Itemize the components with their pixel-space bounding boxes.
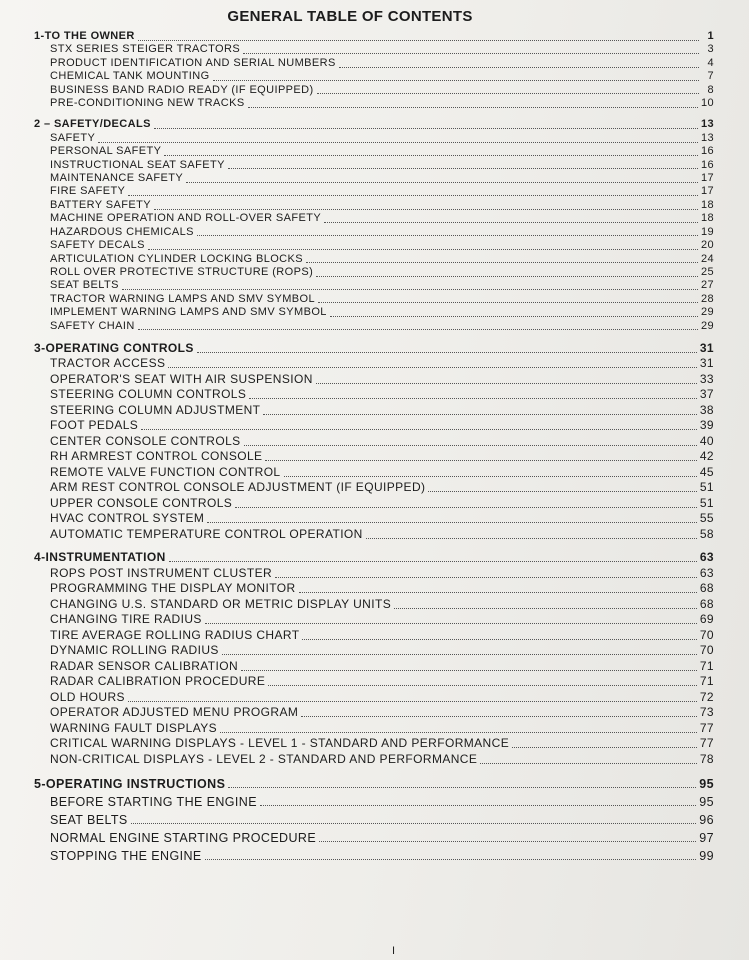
toc-entry: SAFETY 13 bbox=[50, 131, 714, 144]
dot-leader bbox=[228, 167, 698, 169]
dot-leader bbox=[299, 591, 697, 593]
dot-leader bbox=[207, 521, 697, 523]
table-of-contents bbox=[34, 30, 714, 873]
toc-section bbox=[34, 775, 714, 865]
dot-leader bbox=[235, 506, 697, 508]
dot-leader bbox=[128, 700, 697, 702]
toc-entry: INSTRUCTIONAL SEAT SAFETY 16 bbox=[50, 158, 714, 171]
toc-section-heading: 1-TO THE OWNER 1 bbox=[34, 30, 714, 42]
dot-leader bbox=[248, 106, 698, 108]
toc-entry: TRACTOR ACCESS 31 bbox=[50, 356, 714, 371]
dot-leader bbox=[222, 653, 697, 655]
toc-entry: MACHINE OPERATION AND ROLL-OVER SAFETY 18 bbox=[50, 212, 714, 225]
page-title: GENERAL TABLE OF CONTENTS bbox=[227, 8, 473, 25]
dot-leader bbox=[394, 607, 697, 609]
toc-entry: TRACTOR WARNING LAMPS AND SMV SYMBOL 28 bbox=[50, 292, 714, 305]
toc-section bbox=[34, 341, 714, 543]
toc-entry: RADAR CALIBRATION PROCEDURE 71 bbox=[50, 674, 714, 689]
toc-entry: STEERING COLUMN ADJUSTMENT 38 bbox=[50, 402, 714, 417]
toc-entry: REMOTE VALVE FUNCTION CONTROL 45 bbox=[50, 464, 714, 479]
toc-entry: ROPS POST INSTRUMENT CLUSTER 63 bbox=[50, 565, 714, 580]
toc-section bbox=[34, 550, 714, 767]
toc-entry: OPERATOR'S SEAT WITH AIR SUSPENSION 33 bbox=[50, 371, 714, 386]
dot-leader bbox=[318, 301, 698, 303]
toc-entry: HVAC CONTROL SYSTEM 55 bbox=[50, 511, 714, 526]
dot-leader bbox=[197, 351, 697, 353]
toc-entry: NON-CRITICAL DISPLAYS - LEVEL 2 - STANDARD AND PERFORMANCE 78 bbox=[50, 751, 714, 766]
toc-entry: IMPLEMENT WARNING LAMPS AND SMV SYMBOL 29 bbox=[50, 306, 714, 319]
toc-entry: SEAT BELTS 27 bbox=[50, 279, 714, 292]
dot-leader bbox=[205, 622, 697, 624]
toc-entry: BUSINESS BAND RADIO READY (IF EQUIPPED) 8 bbox=[50, 83, 714, 96]
dot-leader bbox=[164, 154, 698, 156]
toc-entry: WARNING FAULT DISPLAYS 77 bbox=[50, 720, 714, 735]
toc-entry: SAFETY DECALS 20 bbox=[50, 239, 714, 252]
dot-leader bbox=[168, 366, 696, 368]
dot-leader bbox=[316, 275, 698, 277]
toc-entry: STOPPING THE ENGINE 99 bbox=[50, 849, 714, 864]
toc-entry: CRITICAL WARNING DISPLAYS - LEVEL 1 - STANDARD AND PERFORMANCE 77 bbox=[50, 736, 714, 751]
dot-leader bbox=[249, 397, 697, 399]
dot-leader bbox=[268, 684, 697, 686]
dot-leader bbox=[324, 221, 698, 223]
toc-entry: DYNAMIC ROLLING RADIUS 70 bbox=[50, 643, 714, 658]
dot-leader bbox=[275, 576, 697, 578]
dot-leader bbox=[241, 669, 697, 671]
dot-leader bbox=[244, 444, 697, 446]
toc-entry: UPPER CONSOLE CONTROLS 51 bbox=[50, 495, 714, 510]
toc-entry: CENTER CONSOLE CONTROLS 40 bbox=[50, 433, 714, 448]
toc-section-heading: 2 – SAFETY/DECALS 13 bbox=[34, 118, 714, 131]
dot-leader bbox=[317, 92, 699, 94]
dot-leader bbox=[316, 382, 697, 384]
toc-entry: ROLL OVER PROTECTIVE STRUCTURE (ROPS) 25 bbox=[50, 265, 714, 278]
dot-leader bbox=[141, 428, 697, 430]
dot-leader bbox=[169, 560, 697, 562]
dot-leader bbox=[306, 261, 698, 263]
toc-entry: NORMAL ENGINE STARTING PROCEDURE 97 bbox=[50, 831, 714, 846]
page-number: I bbox=[392, 945, 396, 957]
toc-entry: ARM REST CONTROL CONSOLE ADJUSTMENT (IF EQUIPPED) 51 bbox=[50, 480, 714, 495]
toc-section bbox=[34, 30, 714, 110]
dot-leader bbox=[263, 413, 696, 415]
toc-entry: SEAT BELTS 96 bbox=[50, 813, 714, 828]
toc-entry: RH ARMREST CONTROL CONSOLE 42 bbox=[50, 449, 714, 464]
toc-entry: FIRE SAFETY 17 bbox=[50, 185, 714, 198]
dot-leader bbox=[301, 715, 697, 717]
dot-leader bbox=[98, 141, 698, 143]
toc-entry: PRODUCT IDENTIFICATION AND SERIAL NUMBERS 4 bbox=[50, 56, 714, 69]
dot-leader bbox=[154, 208, 698, 210]
dot-leader bbox=[330, 315, 698, 317]
toc-entry: MAINTENANCE SAFETY 17 bbox=[50, 172, 714, 185]
dot-leader bbox=[302, 638, 696, 640]
dot-leader bbox=[339, 66, 699, 68]
dot-leader bbox=[138, 39, 699, 41]
dot-leader bbox=[186, 181, 698, 183]
dot-leader bbox=[220, 731, 697, 733]
toc-entry: HAZARDOUS CHEMICALS 19 bbox=[50, 225, 714, 238]
toc-section bbox=[34, 118, 714, 333]
toc-entry: PERSONAL SAFETY 16 bbox=[50, 145, 714, 158]
dot-leader bbox=[243, 52, 699, 54]
dot-leader bbox=[480, 762, 697, 764]
toc-entry: PRE-CONDITIONING NEW TRACKS 10 bbox=[50, 97, 714, 110]
dot-leader bbox=[265, 459, 696, 461]
toc-section-heading: 3-OPERATING CONTROLS 31 bbox=[34, 340, 714, 355]
toc-entry: CHANGING U.S. STANDARD OR METRIC DISPLAY UNITS 68 bbox=[50, 596, 714, 611]
dot-leader bbox=[197, 234, 698, 236]
toc-entry: RADAR SENSOR CALIBRATION 71 bbox=[50, 658, 714, 673]
toc-entry: OLD HOURS 72 bbox=[50, 689, 714, 704]
dot-leader bbox=[213, 79, 699, 81]
dot-leader bbox=[228, 786, 696, 788]
toc-entry: PROGRAMMING THE DISPLAY MONITOR 68 bbox=[50, 581, 714, 596]
dot-leader bbox=[319, 840, 696, 842]
dot-leader bbox=[366, 537, 697, 539]
dot-leader bbox=[154, 127, 698, 129]
toc-entry: TIRE AVERAGE ROLLING RADIUS CHART 70 bbox=[50, 627, 714, 642]
toc-entry: BEFORE STARTING THE ENGINE 95 bbox=[50, 795, 714, 810]
dot-leader bbox=[512, 746, 697, 748]
dot-leader bbox=[122, 288, 698, 290]
dot-leader bbox=[148, 248, 698, 250]
toc-entry: STX SERIES STEIGER TRACTORS 3 bbox=[50, 43, 714, 56]
toc-entry: FOOT PEDALS 39 bbox=[50, 418, 714, 433]
dot-leader bbox=[205, 858, 697, 860]
toc-entry: AUTOMATIC TEMPERATURE CONTROL OPERATION 58 bbox=[50, 526, 714, 541]
toc-entry: ARTICULATION CYLINDER LOCKING BLOCKS 24 bbox=[50, 252, 714, 265]
toc-entry: CHANGING TIRE RADIUS 69 bbox=[50, 612, 714, 627]
toc-entry: STEERING COLUMN CONTROLS 37 bbox=[50, 387, 714, 402]
toc-entry: CHEMICAL TANK MOUNTING 7 bbox=[50, 70, 714, 83]
dot-leader bbox=[260, 804, 696, 806]
toc-entry: SAFETY CHAIN 29 bbox=[50, 319, 714, 332]
dot-leader bbox=[128, 194, 698, 196]
dot-leader bbox=[138, 328, 698, 330]
toc-entry: BATTERY SAFETY 18 bbox=[50, 198, 714, 211]
dot-leader bbox=[284, 475, 697, 477]
toc-section-heading: 5-OPERATING INSTRUCTIONS 95 bbox=[34, 777, 714, 792]
dot-leader bbox=[428, 490, 696, 492]
dot-leader bbox=[131, 822, 697, 824]
toc-entry: OPERATOR ADJUSTED MENU PROGRAM 73 bbox=[50, 705, 714, 720]
toc-section-heading: 4-INSTRUMENTATION 63 bbox=[34, 550, 714, 565]
